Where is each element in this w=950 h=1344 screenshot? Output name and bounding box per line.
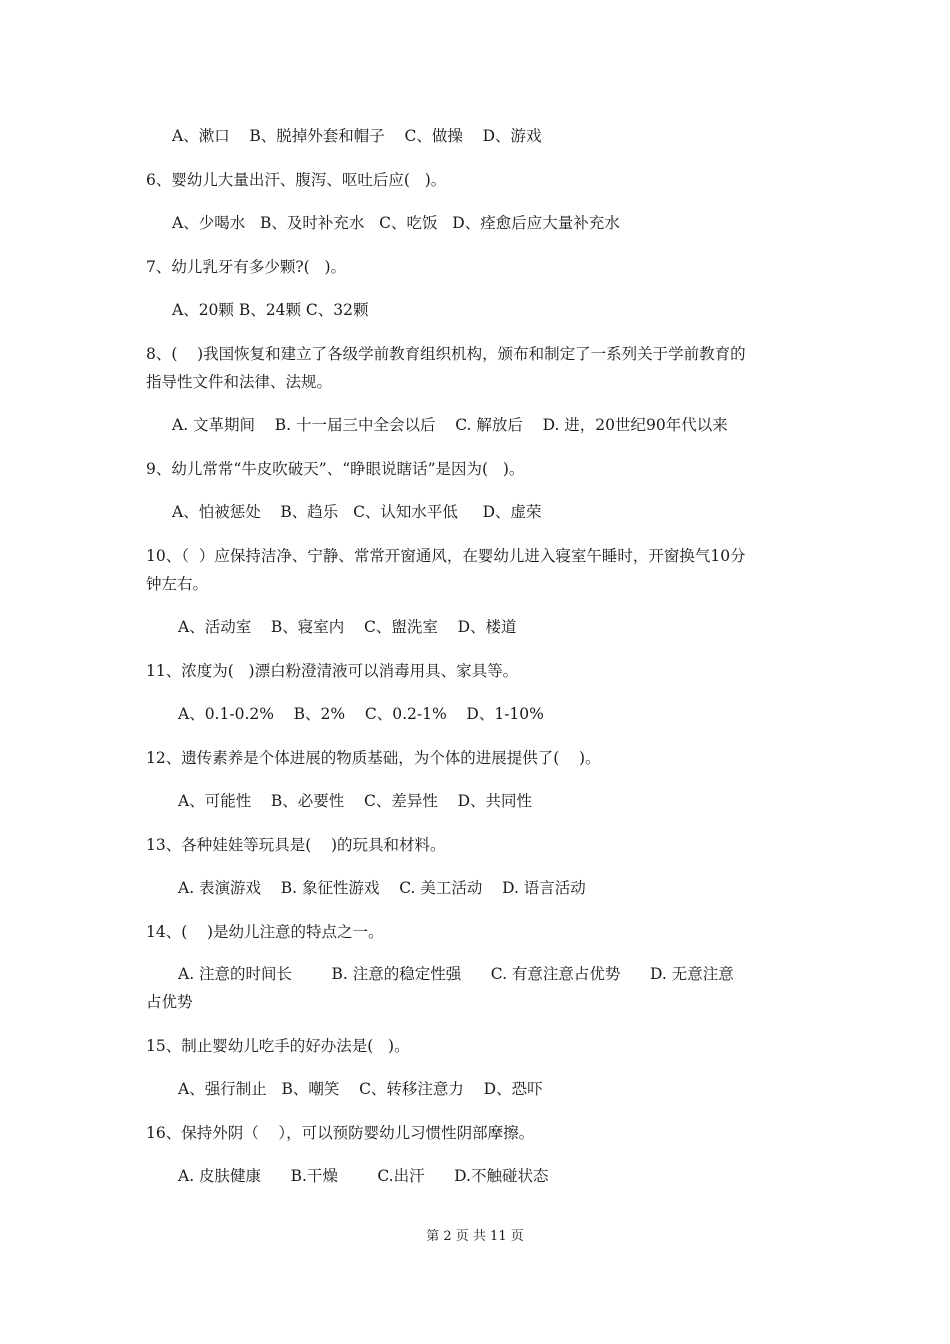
q6-question: 6、婴幼儿大量出汗、腹泻、呕吐后应( )。 bbox=[146, 171, 447, 189]
q15-options: A、强行制止 B、嘲笑 C、转移注意力 D、恐吓 bbox=[178, 1080, 543, 1098]
q8-options: A. 文革期间 B. 十一届三中全会以后 C. 解放后 D. 进，20世纪90年代以来 bbox=[172, 416, 728, 434]
q14-options: A. 注意的时间长 B. 注意的稳定性强 C. 有意注意占优势 D. 无意注意 bbox=[178, 965, 734, 983]
q13-options: A. 表演游戏 B. 象征性游戏 C. 美工活动 D. 语言活动 bbox=[178, 879, 586, 897]
q10-question-cont: 钟左右。 bbox=[146, 575, 209, 593]
q16-options: A. 皮肤健康 B.干燥 C.出汗 D.不触碰状态 bbox=[178, 1167, 549, 1185]
q8-question: 8、( )我国恢复和建立了各级学前教育组织机构，颁布和制定了一系列关于学前教育的 bbox=[146, 345, 746, 363]
q12-options: A、可能性 B、必要性 C、差异性 D、共同性 bbox=[178, 792, 532, 810]
q13-question: 13、各种娃娃等玩具是( )的玩具和材料。 bbox=[146, 836, 446, 854]
q14-question: 14、( )是幼儿注意的特点之一。 bbox=[146, 923, 384, 941]
q16-question: 16、保持外阴（ ），可以预防婴幼儿习惯性阴部摩擦。 bbox=[146, 1124, 535, 1142]
q10-options: A、活动室 B、寝室内 C、盥洗室 D、楼道 bbox=[178, 618, 517, 636]
q15-question: 15、制止婴幼儿吃手的好办法是( )。 bbox=[146, 1037, 410, 1055]
q14-options-cont: 占优势 bbox=[146, 993, 193, 1011]
q7-options: A、20颗 B、24颗 C、32颗 bbox=[172, 301, 369, 319]
q7-question: 7、幼儿乳牙有多少颗?( )。 bbox=[146, 258, 347, 276]
q11-question: 11、浓度为( )漂白粉澄清液可以消毒用具、家具等。 bbox=[146, 662, 519, 680]
q6-options: A、少喝水 B、及时补充水 C、吃饭 D、痊愈后应大量补充水 bbox=[172, 214, 620, 232]
q12-question: 12、遗传素养是个体进展的物质基础，为个体的进展提供了( )。 bbox=[146, 749, 601, 767]
q5-options: A、漱口 B、脱掉外套和帽子 C、做操 D、游戏 bbox=[172, 127, 542, 145]
page-footer: 第 2 页 共 11 页 bbox=[426, 1229, 524, 1244]
q11-options: A、0.1-0.2% B、2% C、0.2-1% D、1-10% bbox=[178, 705, 544, 723]
q8-question-cont: 指导性文件和法律、法规。 bbox=[146, 373, 333, 391]
q9-options: A、怕被惩处 B、趋乐 C、认知水平低 D、虚荣 bbox=[172, 503, 542, 521]
q10-question: 10、（ ）应保持洁净、宁静、常常开窗通风，在婴幼儿进入寝室午睡时，开窗换气10分 bbox=[146, 547, 746, 565]
q9-question: 9、幼儿常常“牛皮吹破天”、“睁眼说瞎话”是因为( )。 bbox=[146, 460, 525, 478]
